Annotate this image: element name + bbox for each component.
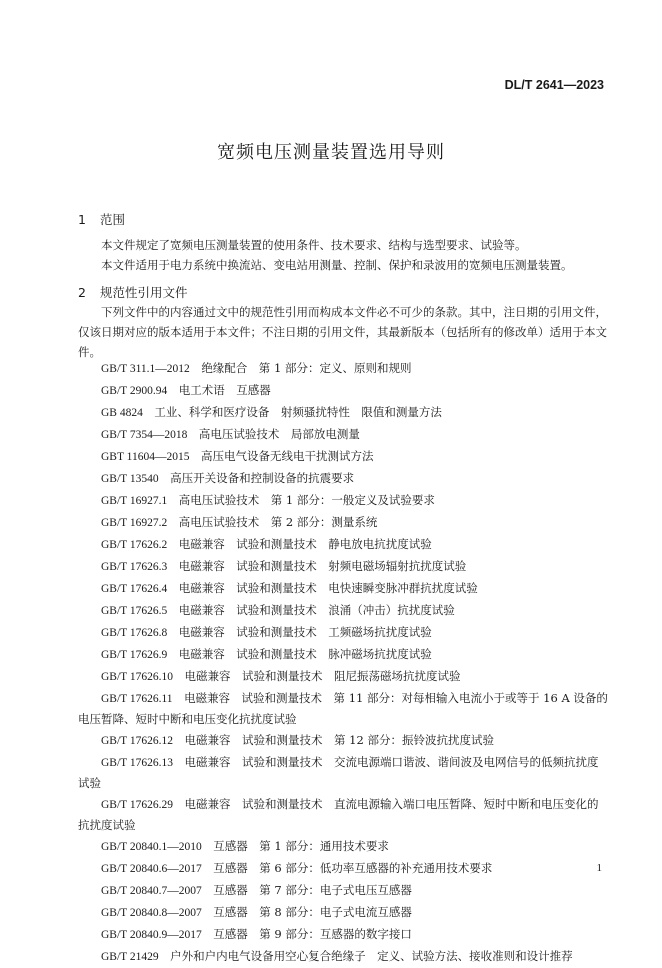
section-1-paragraph-2: 本文件适用于电力系统中换流站、变电站用测量、控制、保护和录波用的宽频电压测量装置。 (101, 258, 573, 272)
section-2-number: 2 (78, 285, 86, 300)
reference-title: 电磁兼容 试验和测量技术 射频电磁场辐射抗扰度试验 (178, 559, 467, 573)
reference-code: GB/T 16927.2 (101, 517, 168, 529)
reference-title: 电磁兼容 试验和测量技术 第 11 部分：对每相输入电流小于或等于 16 A 设备的电压暂降、短时中断和电压变化抗扰度试验 (78, 691, 608, 726)
reference-item (78, 512, 608, 533)
reference-item (78, 358, 608, 379)
reference-title: 互感器 第 8 部分：电子式电流互感器 (213, 905, 412, 919)
reference-code: GB/T 17626.8 (101, 627, 168, 639)
reference-title: 互感器 第 1 部分：通用技术要求 (213, 839, 389, 853)
reference-title: 电磁兼容 试验和测量技术 脉冲磁场抗扰度试验 (178, 647, 432, 661)
reference-title: 电工术语 互感器 (178, 383, 271, 397)
reference-item (78, 666, 608, 687)
reference-code: GB/T 17626.3 (101, 561, 168, 573)
reference-code: GB/T 20840.6—2017 (101, 863, 202, 875)
section-2-title: 规范性引用文件 (100, 285, 188, 300)
document-code: DL/T 2641—2023 (504, 78, 604, 92)
reference-code: GB/T 17626.11 (101, 693, 173, 705)
reference-code: GB 4824 (101, 407, 143, 419)
reference-item (78, 902, 608, 923)
section-1-number: 1 (78, 212, 86, 227)
reference-title: 电磁兼容 试验和测量技术 电快速瞬变脉冲群抗扰度试验 (178, 581, 478, 595)
reference-item (78, 402, 608, 423)
reference-title: 互感器 第 6 部分：低功率互感器的补充通用技术要求 (213, 861, 493, 875)
reference-title: 户外和户内电气设备用空心复合绝缘子 定义、试验方法、接收准则和设计推荐 (170, 949, 573, 963)
reference-code: GB/T 17626.13 (101, 757, 173, 769)
reference-code: GB/T 311.1—2012 (101, 363, 190, 375)
reference-code: GB/T 17626.10 (101, 671, 173, 683)
reference-item (78, 644, 608, 665)
section-1-heading (78, 210, 125, 228)
reference-title: 互感器 第 9 部分：互感器的数字接口 (213, 927, 412, 941)
reference-title: 高压电气设备无线电干扰测试方法 (201, 449, 374, 463)
section-1-paragraph-1: 本文件规定了宽频电压测量装置的使用条件、技术要求、结构与选型要求、试验等。 (101, 238, 527, 252)
reference-item (78, 622, 608, 643)
section-2-intro: 下列文件中的内容通过文中的规范性引用而构成本文件必不可少的条款。其中，注日期的引用文件，仅该日期对应的版本适用于本文件；不注日期的引用文件，其最新版本（包括所有的修改单）适用于本文件。 (78, 305, 607, 359)
reference-code: GB/T 7354—2018 (101, 429, 188, 441)
reference-item (78, 556, 608, 577)
section-1-title: 范围 (100, 212, 126, 227)
reference-code: GB/T 17626.4 (101, 583, 168, 595)
reference-code: GB/T 17626.2 (101, 539, 168, 551)
reference-item (78, 752, 608, 793)
reference-item (78, 600, 608, 621)
reference-code: GB/T 20840.8—2007 (101, 907, 202, 919)
reference-list (78, 358, 608, 968)
reference-code: GB/T 20840.1—2010 (101, 841, 202, 853)
reference-item (78, 794, 608, 835)
reference-title: 高电压试验技术 第 1 部分：一般定义及试验要求 (178, 493, 435, 507)
reference-item (78, 836, 608, 857)
reference-code: GB/T 17626.29 (101, 799, 173, 811)
reference-item (78, 490, 608, 511)
reference-item (78, 946, 608, 967)
reference-code: GB/T 17626.9 (101, 649, 168, 661)
reference-title: 互感器 第 7 部分：电子式电压互感器 (213, 883, 412, 897)
reference-item (78, 468, 608, 489)
reference-item (78, 534, 608, 555)
reference-title: 电磁兼容 试验和测量技术 交流电源端口谐波、谐间波及电网信号的低频抗扰度试验 (78, 755, 599, 790)
reference-title: 高电压试验技术 局部放电测量 (198, 427, 360, 441)
reference-code: GB/T 16927.1 (101, 495, 168, 507)
reference-title: 电磁兼容 试验和测量技术 静电放电抗扰度试验 (178, 537, 432, 551)
reference-title: 绝缘配合 第 1 部分：定义、原则和规则 (201, 361, 412, 375)
reference-title: 电磁兼容 试验和测量技术 直流电源输入端口电压暂降、短时中断和电压变化的抗扰度试验 (78, 797, 599, 832)
reference-item (78, 446, 608, 467)
page-title: 宽频电压测量装置选用导则 (217, 142, 445, 163)
reference-code: GB/T 20840.9—2017 (101, 929, 202, 941)
reference-title: 高电压试验技术 第 2 部分：测量系统 (178, 515, 378, 529)
reference-code: GB/T 21429 (101, 951, 159, 963)
reference-item (78, 880, 608, 901)
reference-code: GB/T 17626.12 (101, 735, 173, 747)
page-number: 1 (596, 862, 602, 874)
reference-item (78, 924, 608, 945)
reference-title: 电磁兼容 试验和测量技术 阻尼振荡磁场抗扰度试验 (184, 669, 461, 683)
reference-code: GB/T 17626.5 (101, 605, 168, 617)
reference-item (78, 858, 608, 879)
reference-item (78, 688, 608, 729)
reference-item (78, 424, 608, 445)
reference-item (78, 730, 608, 751)
reference-title: 电磁兼容 试验和测量技术 第 12 部分：振铃波抗扰度试验 (184, 733, 494, 747)
reference-title: 电磁兼容 试验和测量技术 工频磁场抗扰度试验 (178, 625, 432, 639)
reference-title: 电磁兼容 试验和测量技术 浪涌（冲击）抗扰度试验 (178, 603, 455, 617)
reference-title: 工业、科学和医疗设备 射频骚扰特性 限值和测量方法 (154, 405, 442, 419)
reference-code: GB/T 20840.7—2007 (101, 885, 202, 897)
reference-code: GB/T 2900.94 (101, 385, 168, 397)
reference-item (78, 380, 608, 401)
reference-code: GB/T 13540 (101, 473, 159, 485)
reference-code: GBT 11604—2015 (101, 451, 190, 463)
reference-item (78, 578, 608, 599)
section-2-heading (78, 283, 188, 301)
reference-title: 高压开关设备和控制设备的抗震要求 (170, 471, 355, 485)
